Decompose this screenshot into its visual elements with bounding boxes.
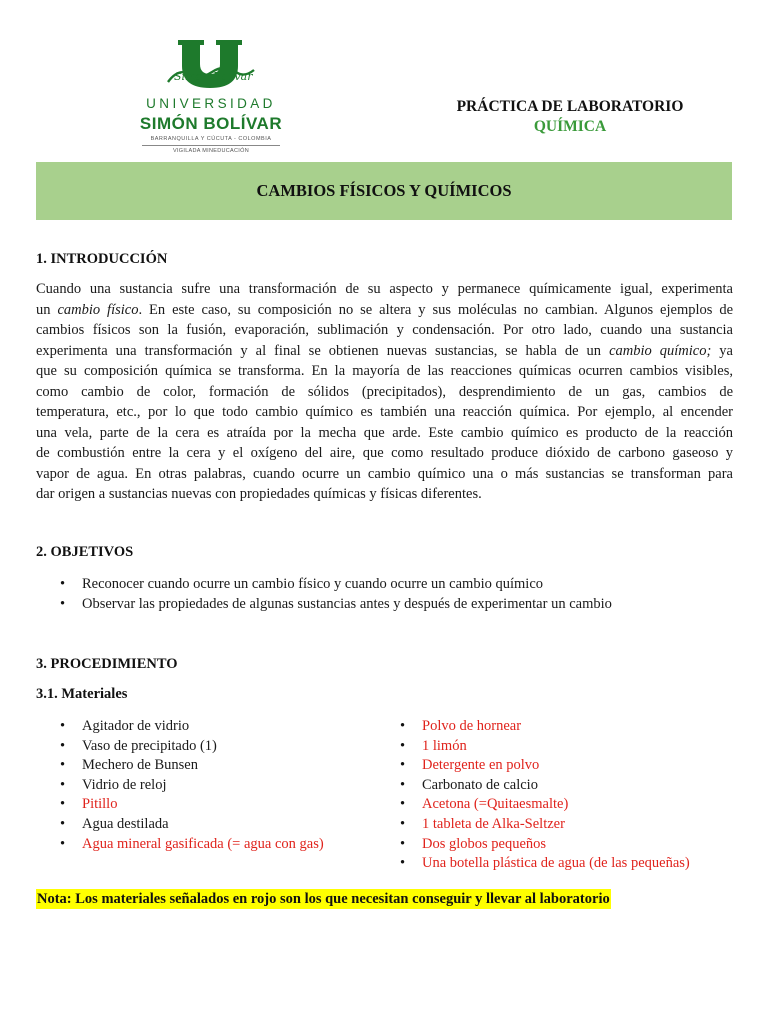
material-item: • Acetona (=Quitaesmalte) xyxy=(396,795,706,815)
header-subtitle: QUÍMICA xyxy=(533,118,607,135)
logo-line2: SIMÓN BOLÍVAR xyxy=(139,114,283,133)
material-item: • Dos globos pequeños xyxy=(396,835,706,855)
list-item: • Reconocer cuando ocurre un cambio físico y cuando ocurre un cambio químico xyxy=(56,575,736,595)
material-item: • 1 limón xyxy=(396,737,706,757)
title-banner xyxy=(36,162,732,220)
procedure-heading: 3. PROCEDIMIENTO xyxy=(36,656,178,672)
intro-line: vapor de agua. En otras palabras, cuando ocurre un cambio químico una o más sustancias se transforman para xyxy=(36,465,733,482)
material-item: • Detergente en polvo xyxy=(396,756,706,776)
note-highlight xyxy=(36,889,611,909)
svg-text:Simon Bolivar: Simon Bolivar xyxy=(174,70,253,83)
materials-list-right xyxy=(396,717,706,872)
objectives-list xyxy=(56,575,736,614)
material-item: • 1 tableta de Alka-Seltzer xyxy=(396,815,706,835)
intro-paragraph xyxy=(36,279,733,505)
intro-line: una vela, parte de la cera es atraída por la mecha que arde. Este cambio químico es producto de la reacción xyxy=(36,424,733,441)
header xyxy=(400,98,740,136)
header-title: PRÁCTICA DE LABORATORIO xyxy=(456,98,684,115)
material-item: • Polvo de hornear xyxy=(396,717,706,737)
intro-heading: 1. INTRODUCCIÓN xyxy=(36,251,168,267)
material-item: • Vaso de precipitado (1) xyxy=(56,737,386,757)
objectives-heading: 2. OBJETIVOS xyxy=(36,544,134,560)
material-item: • Agitador de vidrio xyxy=(56,717,386,737)
material-item: • Vidrio de reloj xyxy=(56,776,386,796)
logo-line3: BARRANQUILLA Y CÚCUTA - COLOMBIA xyxy=(150,136,272,142)
intro-line: un cambio físico. En este caso, su composición no se altera y sus moléculas no cambian. Algunos ejemplos de xyxy=(36,301,734,318)
intro-line: experimenta una transformación y al final se obtienen nuevas sustancias, se habla de un cambio químico; ya xyxy=(36,342,733,359)
logo-line1: UNIVERSIDAD xyxy=(146,96,276,111)
intro-line: Cuando una sustancia sufre una transformación de su aspecto y permanece químicamente igual, experimenta xyxy=(36,281,733,297)
material-item: • Pitillo xyxy=(56,795,386,815)
materials-heading: 3.1. Materiales xyxy=(36,686,128,702)
logo-divider xyxy=(142,145,280,146)
page-title: CAMBIOS FÍSICOS Y QUÍMICOS xyxy=(256,181,512,200)
university-logo xyxy=(130,38,290,160)
intro-line: como cambio de color, formación de sólidos (precipitados), desprendimiento de un gas, cambios de xyxy=(36,383,733,400)
intro-line: dar origen a sustancias nuevas con propiedades químicas y físicas diferentes. xyxy=(36,486,482,502)
material-item: • Agua mineral gasificada (= agua con gas) xyxy=(56,835,386,855)
material-item: • Carbonato de calcio xyxy=(396,776,706,796)
logo-line4: VIGILADA MINEDUCACIÓN xyxy=(173,148,249,154)
intro-line: que su composición química se transforma. En la mayoría de las reacciones químicas ocurren cambios visibles, xyxy=(36,363,733,379)
logo-mark-icon xyxy=(160,38,260,96)
material-item: • Mechero de Bunsen xyxy=(56,756,386,776)
materials-list-left xyxy=(56,717,386,854)
intro-line: temperatura, etc., por lo que todo cambio químico es también una reacción química. Por ejemplo, al encender xyxy=(36,404,733,420)
intro-line: cambios físicos son la fusión, evaporación, sublimación y condensación. Por otro lado, cuando una sustancia xyxy=(36,322,733,338)
material-item: • Agua destilada xyxy=(56,815,386,835)
material-item: • Una botella plástica de agua (de las pequeñas) xyxy=(396,854,706,872)
intro-line: de combustión entre la cera y el oxígeno del aire, que como resultado produce dióxido de carbono gaseoso y xyxy=(36,445,733,461)
list-item: • Observar las propiedades de algunas sustancias antes y después de experimentar un cambio xyxy=(56,595,736,615)
note-text: Nota: Los materiales señalados en rojo son los que necesitan conseguir y llevar al laboratorio xyxy=(37,891,610,907)
